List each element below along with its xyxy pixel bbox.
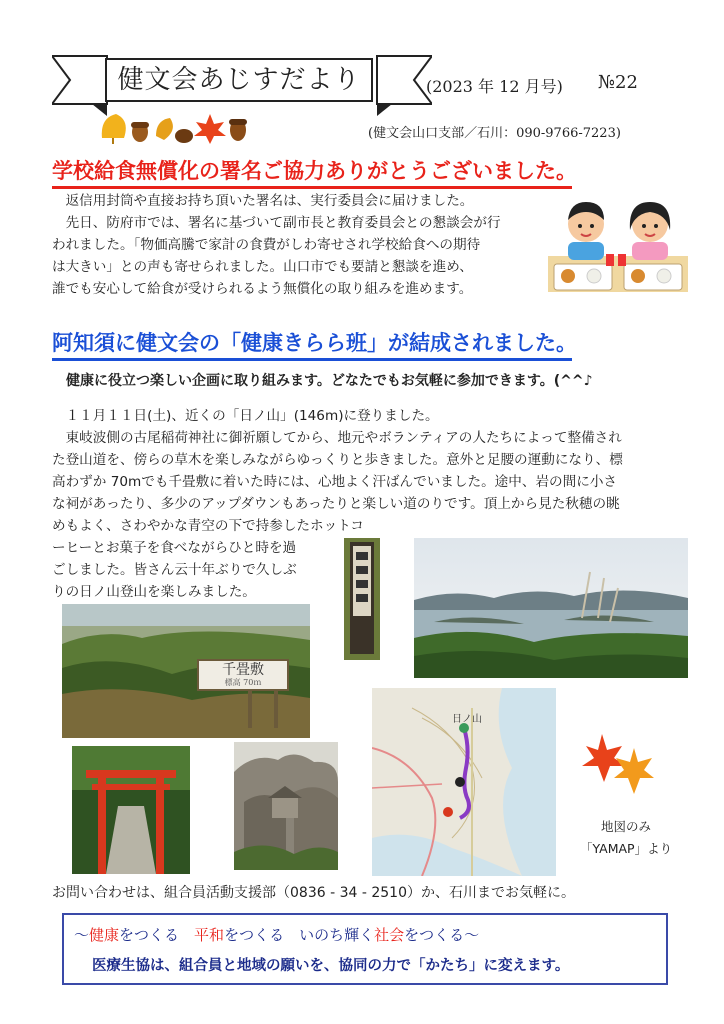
section2-lead: 健康に役立つ楽しい企画に取り組みます。どなたでもお気軽に参加できます。(^^♪ (66, 373, 593, 389)
maple-leaf-icon (194, 114, 226, 144)
slogan-keyword: 健康 (89, 926, 120, 944)
ginkgo-leaf-icon (102, 114, 126, 144)
slogan-line2: 医療生協は、組合員と地域の願いを、協同の力で「かたち」に変えます。 (92, 958, 570, 974)
text-line: りの日ノ山登山を楽しみました。 (52, 584, 256, 600)
map-credit-line1: 地図のみ (601, 819, 652, 834)
text-line: 高わずか 70mでも千畳敷に着いた時には、心地よく汗ばんでいました。途中、岩の間に小さ (52, 474, 618, 490)
summit-signpost-photo (344, 538, 380, 660)
map-peak-label: 日ノ山 (452, 714, 482, 725)
section1-body (52, 190, 501, 300)
text-line: な祠があったり、多少のアップダウンもあったりと楽しい道のりです。頂上から見た秋穂の眺 (52, 496, 620, 512)
section2-heading: 阿知須に健文会の「健康きらら班」が結成されました。 (52, 330, 572, 361)
section2-body-tail (52, 537, 297, 603)
acorn-icon (229, 119, 247, 141)
section1-heading: 学校給食無償化の署名ご協力ありがとうございました。 (52, 158, 572, 189)
slogan-keyword: 社会 (374, 926, 405, 944)
rock-shrine-photo (234, 742, 338, 870)
children-lunch-illustration (548, 190, 688, 298)
issue-date: (2023 年 12 月号) (426, 77, 563, 96)
shrine-torii-photo (72, 746, 190, 874)
text-line: た登山道を、傍らの草木を楽しみながらゆっくりと歩きました。意外と足腰の運動になり、標 (52, 452, 623, 468)
slogan-text: 〜 (74, 926, 90, 944)
text-line: １１月１１日(土)、近くの「日ノ山」(146m)に登りました。 (52, 408, 439, 424)
signboard-text: 千畳敷 (222, 662, 264, 678)
chestnut-icon (175, 129, 193, 143)
text-line: ごしました。皆さん云十年ぶりで久しぶ (52, 562, 297, 578)
map-credit-line2: 「YAMAP」より (580, 841, 673, 856)
text-line: 東岐波側の古尾稲荷神社に御祈願してから、地元やボランティアの人たちによって整備され (52, 430, 622, 446)
text-line: ーヒーとお菓子を食べながらひと時を過 (52, 540, 297, 556)
contact-line: (健文会山口支部／石川：090-9766-7223) (368, 126, 621, 141)
issue-number: №22 (598, 72, 638, 93)
text-line: 誰でも安心して給食が受けられるよう無償化の取り組みを進めます。 (52, 281, 473, 297)
summit-sea-view-photo (414, 538, 688, 678)
slogan-keyword: 平和 (194, 926, 225, 944)
slogan-text: をつくる (119, 926, 195, 944)
inquiry-line: お問い合わせは、組合員活動支援部（0836 - 34 - 2510）か、石川までお気軽に。 (52, 885, 575, 901)
slogan-text: をつくる いのち輝く (224, 926, 375, 944)
slogan-text: をつくる〜 (404, 926, 480, 944)
autumn-leaves-illustration (98, 110, 248, 146)
text-line: は大きい」との声も寄せられました。山口市でも要請と懇談を進め、 (52, 259, 473, 275)
text-line: われました。「物価高騰で家計の食費がしわ寄せされ学校給食への期待 (52, 237, 481, 253)
maple-leaves-illustration (574, 732, 656, 798)
text-line: めもよく、さわやかな青空の下で持参したホットコ (52, 518, 364, 534)
newsletter-title: 健文会あじすだより (105, 58, 373, 102)
leaf-icon (156, 118, 173, 140)
text-line: 返信用封筒や直接お持ち頂いた署名は、実行委員会に届けました。 (52, 193, 474, 209)
signboard-subtext: 標高 70ｍ (224, 678, 262, 687)
slogan-line1 (74, 924, 479, 945)
acorn-icon (131, 122, 149, 142)
text-line: 先日、防府市では、署名に基づいて副市長と教育委員会との懇談会が行 (52, 215, 501, 231)
section2-body (52, 405, 623, 537)
map-credit (580, 816, 672, 860)
